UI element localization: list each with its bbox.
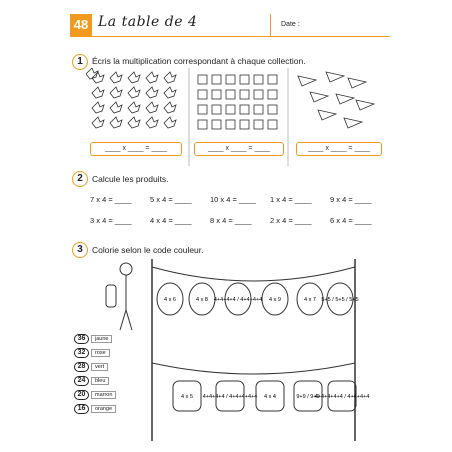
bag-icon [226,90,235,99]
lantern [173,381,201,411]
bag-icon [254,120,263,129]
bag-icon [254,105,263,114]
bird-icon [92,102,104,113]
bird-icon [146,72,158,83]
legend-color: orange [91,405,116,413]
exercise-3-number: 3 [72,242,88,258]
bag-icon [240,105,249,114]
paper-plane-icon [348,78,366,88]
calc-item[interactable]: 4 x 4 = ____ [150,216,192,225]
bird-icon [110,117,122,128]
lantern [203,381,258,411]
bag-icon [212,75,221,84]
legend-value: 28 [74,362,89,372]
lantern-illustration [90,255,390,445]
bag-icon [198,75,207,84]
lantern-label: 9+9 / 9+9 [296,394,320,400]
calc-item[interactable]: 7 x 4 = ____ [90,195,132,204]
bag-icon [240,90,249,99]
calc-item[interactable]: 1 x 4 = ____ [270,195,312,204]
date-field[interactable] [270,14,390,36]
legend-color: bleu [91,377,109,385]
bird-icon [128,117,140,128]
legend-item [74,348,110,358]
bag-collection [198,75,277,129]
bag-icon [240,120,249,129]
lantern-label: 4+4+4+4 / 4+4+4+4+4 [202,394,258,400]
legend-item [74,390,116,400]
bird-icon [128,72,140,83]
legend-color: marron [91,391,116,399]
lantern-label: 5+5 / 5+5 / 5+5 [321,297,359,303]
lantern-label: 4+4+4+4 / 4+4+4+4 [213,297,263,303]
calc-item[interactable]: 8 x 4 = ____ [210,216,252,225]
calc-item[interactable]: 3 x 4 = ____ [90,216,132,225]
date-label: Date : [281,21,300,28]
paper-plane-icon [310,92,328,102]
legend-value: 20 [74,390,89,400]
bag-icon [240,75,249,84]
legend-value: 32 [74,348,89,358]
legend-item [74,362,108,372]
bag-icon [198,90,207,99]
legend-color: jaune [91,335,112,343]
lantern-label: 4+4+4+4+4 / 4+4+4+4 [314,394,370,400]
bag-icon [198,105,207,114]
lantern-label: 4 x 5 [181,394,193,400]
lantern [214,283,262,315]
paper-plane-icon [344,118,362,128]
child-figure [106,263,132,330]
bird-icon [164,87,176,98]
bird-icon [146,87,158,98]
bird-icon [110,87,122,98]
paper-plane-icon [356,100,374,110]
bird-icon [92,117,104,128]
page-title: La table de 4 [98,14,198,30]
exercise-1-number: 1 [72,54,88,70]
legend-color: vert [91,363,108,371]
exercise-3-instruction: Colorie selon le code couleur. [92,245,204,255]
lantern [256,381,284,411]
bird-icon [110,102,122,113]
lantern-label: 4 x 8 [196,297,208,303]
bag-icon [226,120,235,129]
bird-icon [164,72,176,83]
lantern [315,381,370,411]
bag-icon [254,75,263,84]
bird-collection [86,68,176,128]
bird-icon [110,72,122,83]
bag-icon [226,105,235,114]
lantern-label: 4 x 9 [269,297,281,303]
bag-icon [268,90,277,99]
bag-icon [268,105,277,114]
plane-collection [298,72,374,128]
bird-icon [164,117,176,128]
lantern-label: 4 x 7 [304,297,316,303]
lantern-label: 4 x 4 [264,394,276,400]
bird-icon [146,117,158,128]
legend-item [74,404,116,414]
lantern-label: 4 x 6 [164,297,176,303]
bag-icon [268,75,277,84]
calc-item[interactable]: 2 x 4 = ____ [270,216,312,225]
bag-icon [254,90,263,99]
lantern [262,283,288,315]
bird-icon [128,102,140,113]
legend-color: rose [91,349,110,357]
answer-box-planes[interactable] [296,142,382,156]
lantern [297,283,323,315]
header-divider [70,36,390,37]
calc-item[interactable]: 9 x 4 = ____ [330,195,372,204]
legend-item [74,334,112,344]
paper-plane-icon [336,94,354,104]
answer-template: ____ x ____ = ____ [207,145,271,152]
answer-box-birds[interactable] [90,142,182,156]
legend-value: 16 [74,404,89,414]
legend-value: 36 [74,334,89,344]
exercise-1-instruction: Écris la multiplication correspondant à chaque collection. [92,56,306,66]
bag-icon [198,120,207,129]
bird-icon [92,87,104,98]
exercise-2-instruction: Calcule les produits. [92,174,169,184]
legend-value: 24 [74,376,89,386]
bird-icon [146,102,158,113]
page-number: 48 [70,14,92,36]
lantern [189,283,215,315]
answer-template: ____ x ____ = ____ [307,145,371,152]
bag-icon [226,75,235,84]
calc-item[interactable]: 6 x 4 = ____ [330,216,372,225]
paper-plane-icon [298,76,316,86]
bird-icon [128,87,140,98]
answer-template: ____ x ____ = ____ [104,145,168,152]
paper-plane-icon [326,72,344,82]
bag-icon [212,105,221,114]
lantern [157,283,183,315]
legend-item [74,376,109,386]
bag-icon [212,120,221,129]
bird-icon [164,102,176,113]
paper-plane-icon [318,110,336,120]
bag-icon [268,120,277,129]
bag-icon [212,90,221,99]
calc-item[interactable]: 10 x 4 = ____ [210,195,256,204]
exercise-2-number: 2 [72,171,88,187]
calc-item[interactable]: 5 x 4 = ____ [150,195,192,204]
answer-box-bags[interactable] [194,142,284,156]
lantern [321,283,358,315]
